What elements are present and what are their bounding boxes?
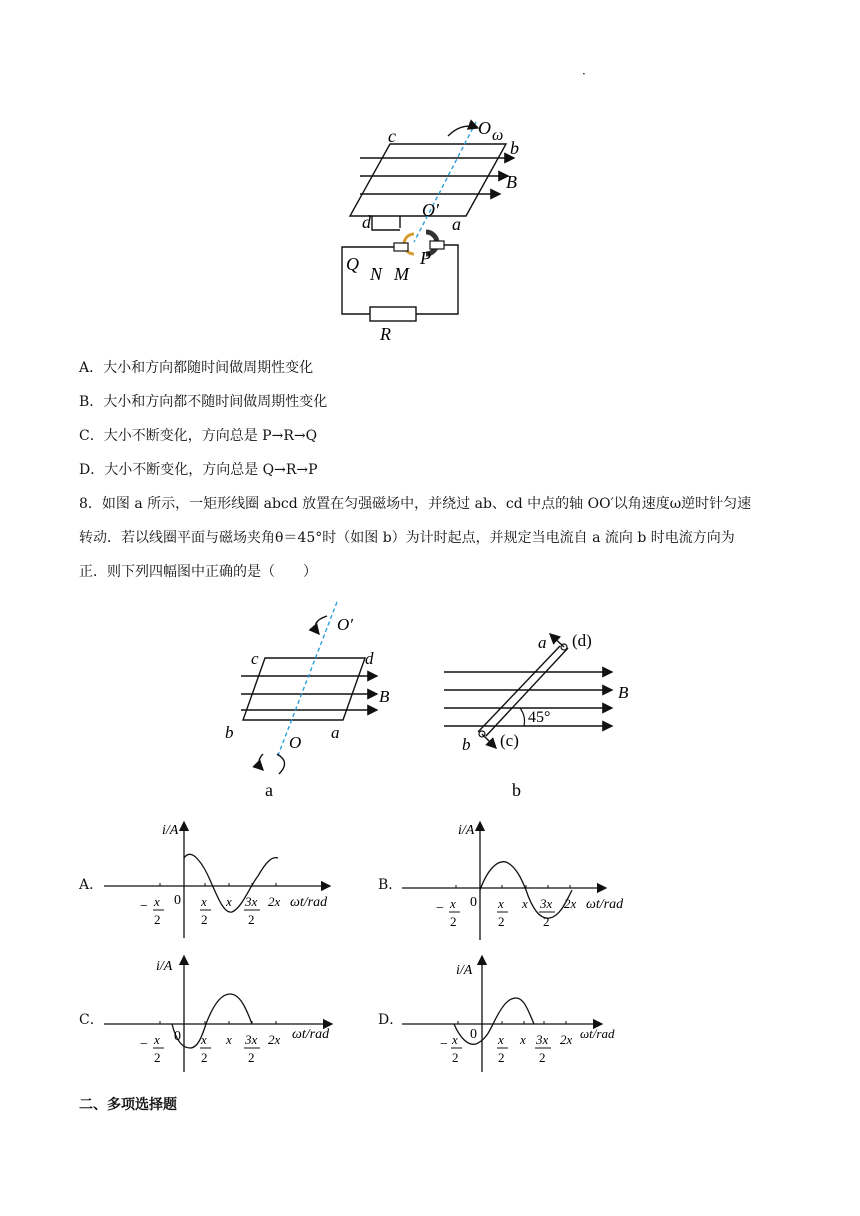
x-axis-label: ωt/rad <box>586 897 624 912</box>
rotation-axis <box>414 122 476 242</box>
label-B: B <box>506 172 517 192</box>
label-d: d <box>365 649 374 668</box>
label-R: R <box>380 324 391 344</box>
caption-b: b <box>512 780 521 800</box>
label-a: a <box>331 723 340 742</box>
label-b: b <box>225 723 234 742</box>
q8-line-1: 8．如图 a 所示，一矩形线圈 abcd 放置在匀强磁场中，并绕过 ab、cd 中点的轴 OO′以角速度ω逆时针匀速 <box>79 496 752 512</box>
svg-text:x: x <box>226 1032 232 1047</box>
svg-text:x: x <box>201 1032 207 1047</box>
label-d: d <box>362 212 371 232</box>
svg-text:x: x <box>201 894 207 909</box>
label-c: c <box>388 126 396 146</box>
q7-option-c: C．大小不断变化，方向总是 P→R→Q <box>79 428 318 444</box>
section-heading: 二、多项选择题 <box>79 1097 177 1113</box>
svg-text:x: x <box>452 1032 458 1047</box>
svg-text:x: x <box>498 896 504 911</box>
origin-label: 0 <box>174 1029 181 1044</box>
caption-a: a <box>265 780 273 800</box>
svg-text:2: 2 <box>201 912 208 927</box>
graph-c <box>100 952 350 1077</box>
label-d: (d) <box>572 631 592 650</box>
label-M: M <box>394 264 409 284</box>
y-axis-label: i/A <box>458 823 475 838</box>
svg-text:2: 2 <box>154 912 161 927</box>
brush-q <box>394 243 408 251</box>
label-c: (c) <box>500 731 519 750</box>
svg-text:2: 2 <box>154 1050 161 1065</box>
svg-text:−: − <box>436 901 444 916</box>
q8-line-3: 正．则下列四幅图中正确的是（ ） <box>79 564 317 580</box>
label-B: B <box>379 687 390 706</box>
graph-a <box>100 818 350 943</box>
y-axis-label: i/A <box>156 959 173 974</box>
x-axis-label: ωt/rad <box>292 1027 330 1042</box>
x-axis-label: ωt/rad <box>580 1026 615 1041</box>
svg-text:x: x <box>154 1032 160 1047</box>
label-a: a <box>452 214 461 234</box>
label-O-prime: O′ <box>422 200 439 220</box>
svg-text:2: 2 <box>543 914 550 929</box>
label-b: b <box>510 138 519 158</box>
q8-line-2: 转动．若以线圈平面与磁场夹角θ＝45°时（如图 b）为计时起点，并规定当电流自 a 流向 b 时电流方向为 <box>79 530 735 546</box>
svg-text:3x: 3x <box>540 896 553 911</box>
svg-text:−: − <box>140 899 148 914</box>
svg-text:3x: 3x <box>245 894 258 909</box>
rotation-axis <box>277 602 337 758</box>
svg-text:2x: 2x <box>560 1032 573 1047</box>
header-mark: · <box>582 67 586 81</box>
svg-text:−: − <box>140 1037 148 1052</box>
svg-text:x: x <box>154 894 160 909</box>
origin-label: 0 <box>470 895 477 910</box>
brush-p <box>430 241 444 249</box>
label-Q: Q <box>346 254 359 274</box>
svg-text:−: − <box>440 1037 448 1052</box>
x-axis-label: ωt/rad <box>290 895 328 910</box>
graph-d-letter: D． <box>378 1012 404 1028</box>
svg-text:2: 2 <box>498 1050 505 1065</box>
svg-text:2: 2 <box>498 914 505 929</box>
label-O: O <box>478 118 491 138</box>
label-B: B <box>618 683 629 702</box>
label-c: c <box>251 649 259 668</box>
origin-label: 0 <box>470 1027 477 1042</box>
rotation-arrow-bottom <box>277 754 285 774</box>
svg-text:2: 2 <box>539 1050 546 1065</box>
q7-option-b: B．大小和方向都不随时间做周期性变化 <box>79 394 328 410</box>
label-b: b <box>462 735 471 754</box>
label-O: O <box>289 733 302 752</box>
svg-text:2: 2 <box>450 914 457 929</box>
svg-text:x: x <box>450 896 456 911</box>
graph-c-letter: C． <box>79 1012 104 1028</box>
figure-a <box>215 598 405 803</box>
svg-text:3x: 3x <box>536 1032 549 1047</box>
y-axis-label: i/A <box>456 963 473 978</box>
svg-text:2: 2 <box>248 912 255 927</box>
label-omega: ω <box>492 127 504 144</box>
q7-option-a: A．大小和方向都随时间做周期性变化 <box>79 360 314 376</box>
graph-b-letter: B． <box>378 877 403 893</box>
svg-text:x: x <box>498 1032 504 1047</box>
q7-option-d: D．大小不断变化，方向总是 Q→R→P <box>79 462 318 478</box>
svg-text:2x: 2x <box>268 894 281 909</box>
svg-text:2: 2 <box>248 1050 255 1065</box>
svg-text:x: x <box>226 894 232 909</box>
svg-text:2x: 2x <box>564 896 577 911</box>
svg-text:3x: 3x <box>245 1032 258 1047</box>
graph-d <box>398 952 648 1077</box>
resistor <box>370 307 416 321</box>
label-P: P <box>420 248 431 268</box>
svg-text:2: 2 <box>452 1050 459 1065</box>
label-N: N <box>370 264 383 284</box>
svg-text:x: x <box>520 1032 526 1047</box>
svg-text:2x: 2x <box>268 1032 281 1047</box>
label-angle: 45° <box>528 709 551 726</box>
y-axis-label: i/A <box>162 823 179 838</box>
label-a: a <box>538 633 547 652</box>
graph-a-letter: A． <box>79 877 104 893</box>
svg-text:2: 2 <box>201 1050 208 1065</box>
svg-text:x: x <box>522 896 528 911</box>
figure-b <box>440 620 640 805</box>
rotation-arrow <box>448 126 478 136</box>
label-O-prime: O′ <box>337 615 353 634</box>
origin-label: 0 <box>174 893 181 908</box>
generator-figure <box>330 112 550 347</box>
graph-b <box>398 818 648 943</box>
